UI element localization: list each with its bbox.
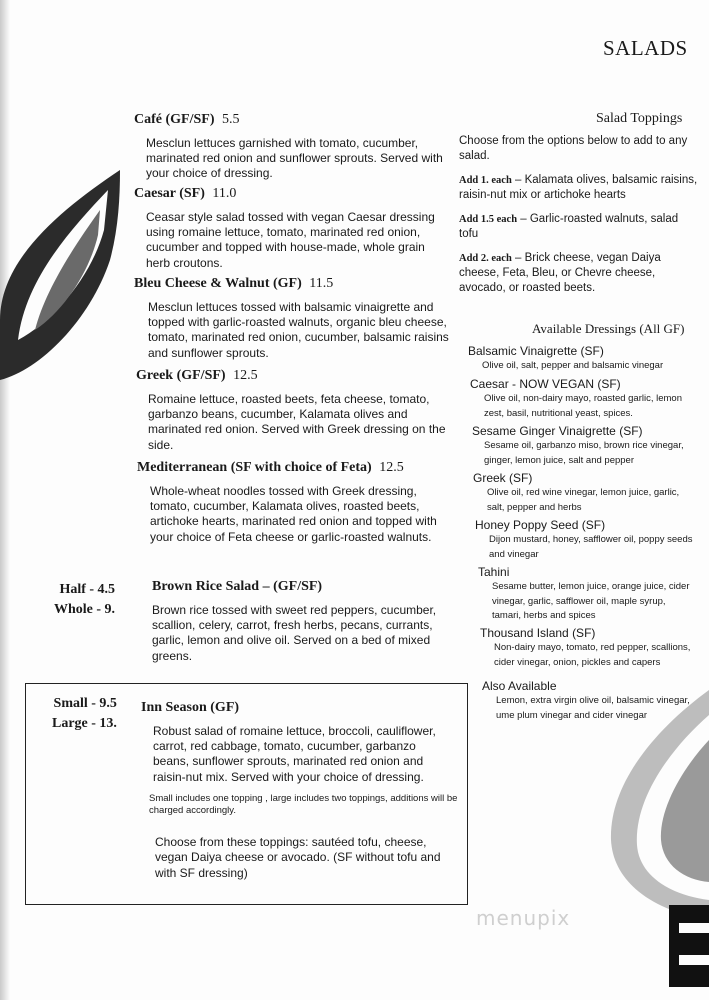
item-description: Ceasar style salad tossed with vegan Caesar dressing using romaine lettuce, tomato, marinated red onion, cucumber and topped with house-made, whole grain herb croutons. [146,210,435,270]
dressing-description: Non-dairy mayo, tomato, red pepper, scallions, cider vinegar, onion, pickles and capers [494,642,691,668]
menu-item-brown-rice [152,579,482,664]
item-description: Whole-wheat noodles tossed with Greek dressing, tomato, cucumber, Kalamata olives, roasted beets, artichoke hearts, marinated red onion and topped with your choice of Feta cheese or garlic-roasted walnuts. [150,484,437,544]
item-tags: (GF/SF) [273,579,323,594]
leaf-decoration-right [599,690,709,920]
item-title [136,368,466,384]
dressing-name: Caesar - NOW VEGAN (SF) [470,377,621,391]
topping-tier-1 [459,173,699,203]
dressing-name: Balsamic Vinaigrette (SF) [468,344,604,358]
dressing-also-available [482,679,709,723]
item-title [134,276,464,292]
item-description: Brown rice tossed with sweet red peppers, cucumber, scallion, celery, carrot, fresh herbs, pecans, currants, garlic, lemon and olive oil. Served on a bed of mixed greens. [152,603,437,663]
dressing-honey-poppy-seed [475,518,709,562]
price-whole: Whole - 9. [54,602,116,617]
tier-text: – Kalamata olives, balsamic raisins, raisin-nut mix or artichoke hearts [459,174,698,201]
price-half: Half - 4.5 [59,582,116,597]
toppings-intro: Choose from the options below to add to any salad. [459,135,688,162]
menu-item-cafe [134,112,464,182]
dressing-name: Tahini [478,565,510,579]
item-description: Romaine lettuce, roasted beets, feta cheese, tomato, garbanzo beans, cucumber, Kalamata olives and marinated red onion. Served with Greek dressing on the side. [148,392,446,452]
dressing-description: Olive oil, red wine vinegar, lemon juice, garlic, salt, pepper and herbs [487,487,680,513]
toppings-title: Salad Toppings [596,111,683,126]
tier-text: – Garlic-roasted walnuts, salad tofu [459,213,679,240]
dressing-description: Sesame butter, lemon juice, orange juice, cider vinegar, garlic, safflower oil, maple syrup, tamari, herbs and spices [492,581,690,621]
item-title [134,186,464,202]
corner-logo-block [669,905,709,987]
tier-label: Add 2. each [459,253,512,264]
item-name: Mediterranean [137,460,228,475]
item-name: Brown Rice Salad – [152,579,270,594]
dressing-greek [473,471,709,515]
dressing-sesame-ginger [472,424,709,468]
dressing-name: Honey Poppy Seed (SF) [475,518,606,532]
item-tags: (GF) [272,276,302,291]
item-tags: (SF) [179,186,205,201]
dressing-description: Sesame oil, garbanzo miso, brown rice vinegar, ginger, lemon juice, salt and pepper [484,440,684,466]
topping-tier-2 [459,212,699,242]
leaf-decoration-left [0,170,120,380]
menu-item-caesar [134,186,464,271]
price-small: Small - 9.5 [53,696,117,711]
tier-text: – Brick cheese, vegan Daiya cheese, Feta, Bleu, or Chevre cheese, avocado, or roasted beets. [459,252,661,294]
dressing-tahini [478,565,709,624]
item-tags: (GF/SF) [176,368,226,383]
dressing-description: Dijon mustard, honey, safflower oil, poppy seeds and vinegar [489,534,693,560]
dressing-description: Olive oil, salt, pepper and balsamic vinegar [482,360,664,371]
item-name: Inn Season [141,700,207,715]
item-price: 5.5 [222,112,240,127]
item-description: Robust salad of romaine lettuce, broccoli, cauliflower, carrot, red cabbage, tomato, cucumber, garbanzo beans, sunflower sprouts, marinated red onion and raisin-nut mix. Served with your choice of dressing. [153,724,436,784]
dressing-balsamic [468,344,708,374]
dressing-description: Lemon, extra virgin olive oil, balsamic vinegar, ume plum vinegar and cider vinegar [496,695,690,721]
brown-rice-prices [54,580,115,620]
item-description: Mesclun lettuces garnished with tomato, cucumber, marinated red onion and sunflower sprouts. Served with your choice of dressing. [146,136,443,181]
topping-options: Choose from these toppings: sautéed tofu, cheese, vegan Daiya cheese or avocado. (SF without tofu and with SF dressing) [155,834,441,880]
menu-item-bleu-cheese-walnut [134,276,464,361]
tier-label: Add 1. each [459,175,512,186]
tier-label: Add 1.5 each [459,214,518,225]
item-description: Mesclun lettuces tossed with balsamic vinaigrette and topped with garlic-roasted walnuts, organic bleu cheese, tomato, marinated red onion, cucumber, balsamic raisins and sunflower sprouts. [148,300,449,360]
item-title [134,112,464,128]
item-price: 11.0 [212,186,237,201]
toppings-section [459,134,699,305]
menu-item-greek [136,368,466,453]
item-price: 11.5 [309,276,334,291]
item-tags: (GF) [210,700,240,715]
menu-item-inn-season [141,700,461,881]
dressing-thousand-island [480,626,709,670]
item-tags: (SF with choice of Feta) [230,460,372,475]
item-title [152,579,482,595]
page-edge-shadow [0,0,10,1000]
dressing-caesar [470,377,709,421]
dressings-title: Available Dressings (All GF) [532,321,685,336]
dressing-name: Thousand Island (SF) [480,626,596,640]
menu-item-mediterranean [137,460,467,545]
item-name: Bleu Cheese & Walnut [134,276,270,291]
item-name: Caesar [134,186,176,201]
topping-tier-3 [459,251,699,296]
price-large: Large - 13. [52,716,117,731]
item-name: Greek [136,368,174,383]
page-title: SALADS [603,36,688,60]
item-name: Café [134,112,162,127]
item-title [141,700,461,716]
item-title [137,460,467,476]
watermark-text: menupix [476,906,571,930]
topping-count-note: Small includes one topping , large includes two toppings, additions will be charged accordingly. [149,792,458,816]
dressing-name: Also Available [482,679,557,693]
item-tags: (GF/SF) [165,112,215,127]
dressing-name: Sesame Ginger Vinaigrette (SF) [472,424,643,438]
inn-season-prices [52,694,117,734]
item-price: 12.5 [379,460,404,475]
dressing-name: Greek (SF) [473,471,533,485]
dressing-description: Olive oil, non-dairy mayo, roasted garlic, lemon zest, basil, nutritional yeast, spices. [484,393,683,419]
item-price: 12.5 [233,368,258,383]
